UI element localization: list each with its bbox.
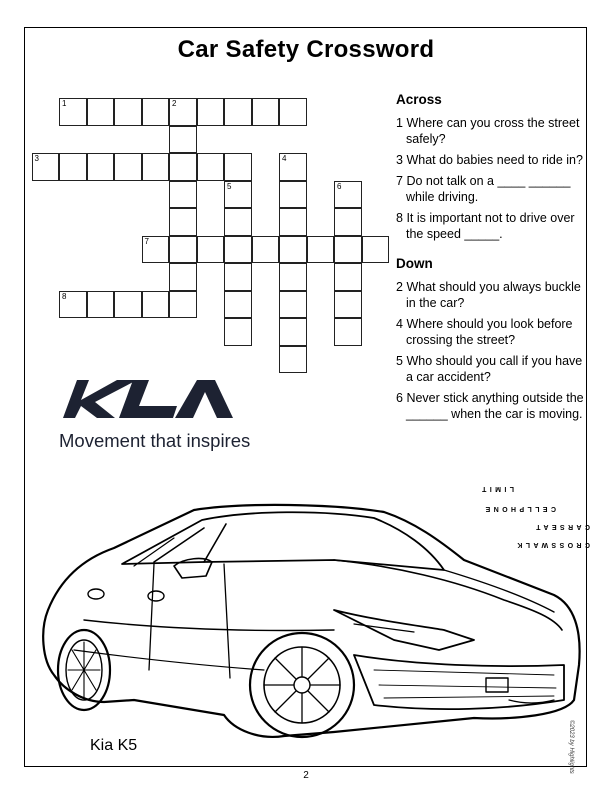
grid-cell[interactable] — [334, 263, 362, 291]
grid-cell[interactable] — [169, 126, 197, 154]
grid-cell[interactable] — [114, 98, 142, 126]
grid-cell[interactable] — [114, 291, 142, 319]
clue-number: 4 — [282, 154, 287, 163]
grid-cell[interactable] — [279, 291, 307, 319]
clue-across-7: 7 Do not talk on a ____ ______ while driving. — [396, 174, 571, 204]
grid-cell[interactable] — [169, 236, 197, 264]
grid-cell[interactable] — [197, 153, 225, 181]
grid-cell[interactable] — [362, 236, 390, 264]
clue-across-3: 3 What do babies need to ride in? — [396, 153, 583, 167]
answer-cellphone: CELLPHONE — [482, 505, 556, 512]
grid-cell[interactable] — [307, 236, 335, 264]
grid-cell[interactable] — [252, 236, 280, 264]
grid-cell[interactable] — [279, 153, 307, 181]
answer-limit: LIMIT — [478, 485, 514, 492]
kia-logo — [57, 378, 249, 422]
grid-cell[interactable] — [334, 236, 362, 264]
answer-carseat: CARSEAT — [532, 523, 590, 530]
grid-cell[interactable] — [224, 263, 252, 291]
clue-down-4: 4 Where should you look before crossing the street? — [396, 317, 573, 347]
clue-across-1: 1 Where can you cross the street safely? — [396, 116, 580, 146]
copyright-note: ©2023 by Highlights — [568, 720, 574, 774]
clue-across-8: 8 It is important not to drive over the speed _____. — [396, 211, 575, 241]
brand-tagline: Movement that inspires — [59, 430, 251, 451]
grid-cell[interactable] — [279, 208, 307, 236]
grid-cell[interactable] — [87, 153, 115, 181]
page-number: 2 — [303, 770, 309, 781]
answer-crosswalk: CROSSWALK — [513, 541, 590, 548]
grid-cell[interactable] — [59, 291, 87, 319]
grid-cell[interactable] — [169, 98, 197, 126]
across-heading: Across — [396, 92, 442, 107]
grid-cell[interactable] — [169, 208, 197, 236]
down-heading: Down — [396, 256, 433, 271]
grid-cell[interactable] — [114, 153, 142, 181]
grid-cell[interactable] — [142, 153, 170, 181]
clue-number: 6 — [337, 181, 342, 191]
grid-cell[interactable] — [334, 291, 362, 319]
grid-cell[interactable] — [279, 181, 307, 209]
clue-number: 7 — [144, 236, 149, 246]
clue-down-5: 5 Who should you call if you have a car accident? — [396, 354, 583, 384]
grid-cell[interactable] — [59, 98, 87, 126]
grid-cell[interactable] — [169, 263, 197, 291]
grid-cell[interactable] — [87, 291, 115, 319]
clue-number: 2 — [172, 99, 177, 108]
clue-down-2: 2 What should you always buckle in the car? — [396, 280, 581, 310]
grid-cell[interactable] — [279, 263, 307, 291]
grid-cell[interactable] — [224, 318, 252, 346]
grid-cell[interactable] — [224, 291, 252, 319]
grid-cell[interactable] — [59, 153, 87, 181]
clue-number: 1 — [62, 99, 67, 108]
clues-panel — [396, 92, 586, 427]
grid-cell[interactable] — [169, 291, 197, 319]
clue-number: 5 — [227, 181, 232, 191]
grid-cell[interactable] — [224, 236, 252, 264]
grid-cell[interactable] — [169, 153, 197, 181]
grid-cell[interactable] — [142, 291, 170, 319]
grid-cell[interactable] — [87, 98, 115, 126]
grid-cell[interactable] — [279, 236, 307, 264]
grid-cell[interactable] — [279, 98, 307, 126]
clue-down-6: 6 Never stick anything outside the ______ when the car is moving. — [396, 391, 584, 421]
grid-cell[interactable] — [197, 236, 225, 264]
car-illustration — [34, 500, 584, 750]
grid-cell[interactable] — [279, 346, 307, 374]
grid-cell[interactable] — [252, 98, 280, 126]
grid-cell[interactable] — [224, 98, 252, 126]
clue-number: 3 — [34, 154, 39, 163]
grid-cell[interactable] — [32, 153, 60, 181]
grid-cell[interactable] — [334, 181, 362, 209]
grid-cell[interactable] — [197, 98, 225, 126]
grid-cell[interactable] — [334, 318, 362, 346]
grid-cell[interactable] — [224, 208, 252, 236]
grid-cell[interactable] — [279, 318, 307, 346]
page-title: Car Safety Crossword — [177, 36, 435, 63]
clue-number: 8 — [62, 291, 67, 301]
grid-cell[interactable] — [224, 153, 252, 181]
car-model-label: Kia K5 — [90, 737, 138, 754]
grid-cell[interactable] — [142, 98, 170, 126]
grid-cell[interactable] — [334, 208, 362, 236]
grid-cell[interactable] — [169, 181, 197, 209]
grid-cell[interactable] — [142, 236, 170, 264]
grid-cell[interactable] — [224, 181, 252, 209]
